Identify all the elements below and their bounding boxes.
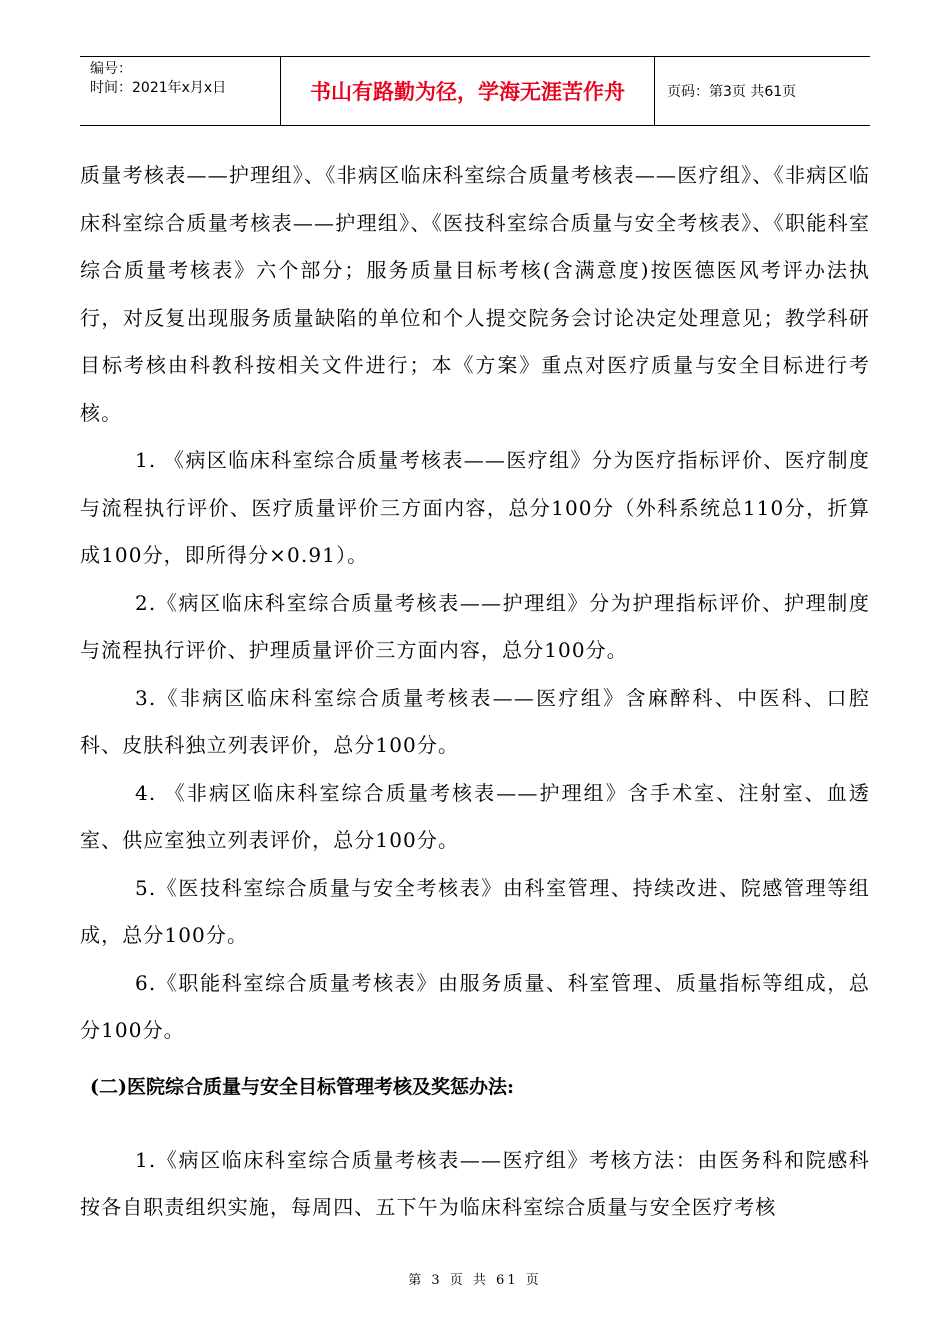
body-paragraph: 质量考核表——护理组》、《非病区临床科室综合质量考核表——医疗组》、《非病区临床科室综合质量考核表——护理组》、《医技科室综合质量与安全考核表》、《职能科室综合质量考核表》六个部分；服务质量目标考核(含满意度)按医德医风考评办法执行，对反复出现服务质量缺陷的单位和个人提交院务会讨论决定处理意见；教学科研目标考核由科教科按相关文件进行；本《方案》重点对医疗质量与安全目标进行考核。 [80, 163, 870, 425]
body-paragraph: 4. 《非病区临床科室综合质量考核表——护理组》含手术室、注射室、血透室、供应室独立列表评价，总分100分。 [80, 780, 870, 852]
body-paragraph: 5.《医技科室综合质量与安全考核表》由科室管理、持续改进、院感管理等组成，总分100分。 [80, 875, 870, 947]
header-table [80, 56, 870, 126]
header-page-info: 页码：第3页 共61页 [667, 84, 797, 100]
document-number-label: 编号： [90, 61, 132, 77]
body-paragraph: 1.《病区临床科室综合质量考核表——医疗组》考核方法：由医务科和院感科按各自职责组织实施，每周四、五下午为临床科室综合质量与安全医疗考核 [80, 1147, 870, 1219]
page-footer: 第 3 页 共 61 页 [408, 1273, 542, 1288]
body-paragraph: 1. 《病区临床科室综合质量考核表——医疗组》分为医疗指标评价、医疗制度与流程执行评价、医疗质量评价三方面内容，总分100分（外科系统总110分，折算成100分，即所得分×0.91）。 [80, 448, 870, 567]
document-time-label: 时间：2021年x月x日 [90, 80, 227, 96]
document-body [80, 152, 870, 1232]
section-heading: (二)医院综合质量与安全目标管理考核及奖惩办法: [90, 1075, 514, 1098]
header-meta-cell [80, 57, 280, 125]
body-paragraph: 6.《职能科室综合质量考核表》由服务质量、科室管理、质量指标等组成，总分100分。 [80, 970, 870, 1042]
body-paragraph: 2.《病区临床科室综合质量考核表——护理组》分为护理指标评价、护理制度与流程执行评价、护理质量评价三方面内容，总分100分。 [80, 590, 870, 662]
header-motto: 书山有路勤为径，学海无涯苦作舟 [280, 57, 655, 125]
body-paragraph: 3.《非病区临床科室综合质量考核表——医疗组》含麻醉科、中医科、口腔科、皮肤科独立列表评价，总分100分。 [80, 685, 870, 757]
